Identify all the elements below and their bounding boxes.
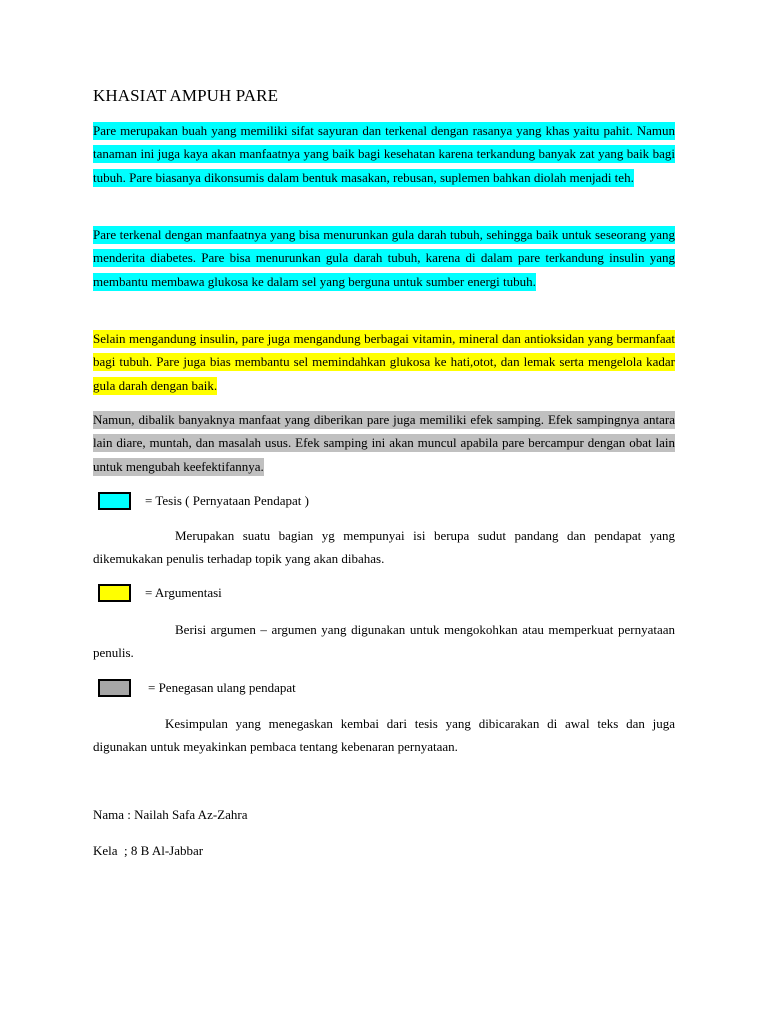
legend-item-argumentasi [98, 583, 222, 603]
legend-label: = Argumentasi [145, 585, 222, 600]
author-class: Kela ; 8 B Al-Jabbar [93, 843, 204, 858]
legend-item-penegasan [98, 678, 296, 698]
legend-description-tesis: Merupakan suatu bagian yg mempunyai isi berupa sudut pandang dan pendapat yang dikemukakan penulis terhadap topik yang akan dibahas. [93, 528, 675, 567]
color-swatch-yellow [98, 584, 131, 602]
color-swatch-gray [98, 679, 131, 697]
legend-label: = Penegasan ulang pendapat [148, 680, 296, 695]
legend-description-argumentasi: Berisi argumen – argumen yang digunakan untuk mengokohkan atau memperkuat pernyataan penulis. [93, 622, 675, 661]
document-title: KHASIAT AMPUH PARE [93, 86, 279, 105]
paragraph-argumentasi [93, 327, 675, 397]
highlighted-text: Pare terkenal dengan manfaatnya yang bisa menurunkan gula darah tubuh, sehingga baik untuk seseorang yang menderita diabetes. Pare bisa menurunkan gula darah tubuh, karena di dalam pare terkandung insulin yang membantu membawa glukosa ke dalam sel yang berguna untuk sumber energi tubuh. [93, 227, 675, 289]
legend-label: = Tesis ( Pernyataan Pendapat ) [145, 493, 309, 508]
legend-item-tesis [98, 491, 309, 511]
highlighted-text: Pare merupakan buah yang memiliki sifat sayuran dan terkenal dengan rasanya yang khas yaitu pahit. Namun tanaman ini juga kaya akan manfaatnya yang baik bagi kesehatan karena terkandung banyak zat yang baik bagi tubuh. Pare biasanya dikonsumis dalam bentuk masakan, rebusan, suplemen bahkan diolah menjadi teh. [93, 123, 675, 185]
paragraph-tesis-2 [93, 223, 675, 293]
author-name: Nama : Nailah Safa Az-Zahra [93, 807, 248, 822]
paragraph-penegasan [93, 408, 675, 478]
paragraph-tesis-1 [93, 119, 675, 189]
highlighted-text: Selain mengandung insulin, pare juga mengandung berbagai vitamin, mineral dan antioksidan yang bermanfaat bagi tubuh. Pare juga bias membantu sel memindahkan glukosa ke hati,otot, dan lemak serta mengelola kadar gula darah dengan baik. [93, 331, 675, 393]
highlighted-text: Namun, dibalik banyaknya manfaat yang diberikan pare juga memiliki efek samping. Efek sampingnya antara lain diare, muntah, dan masalah usus. Efek samping ini akan muncul apabila pare bercampur dengan obat lain untuk mengubah keefektifannya. [93, 412, 675, 474]
color-swatch-cyan [98, 492, 131, 510]
legend-description-penegasan: Kesimpulan yang menegaskan kembai dari tesis yang dibicarakan di awal teks dan juga digunakan untuk meyakinkan pembaca tentang kebenaran pernyataan. [93, 716, 675, 755]
